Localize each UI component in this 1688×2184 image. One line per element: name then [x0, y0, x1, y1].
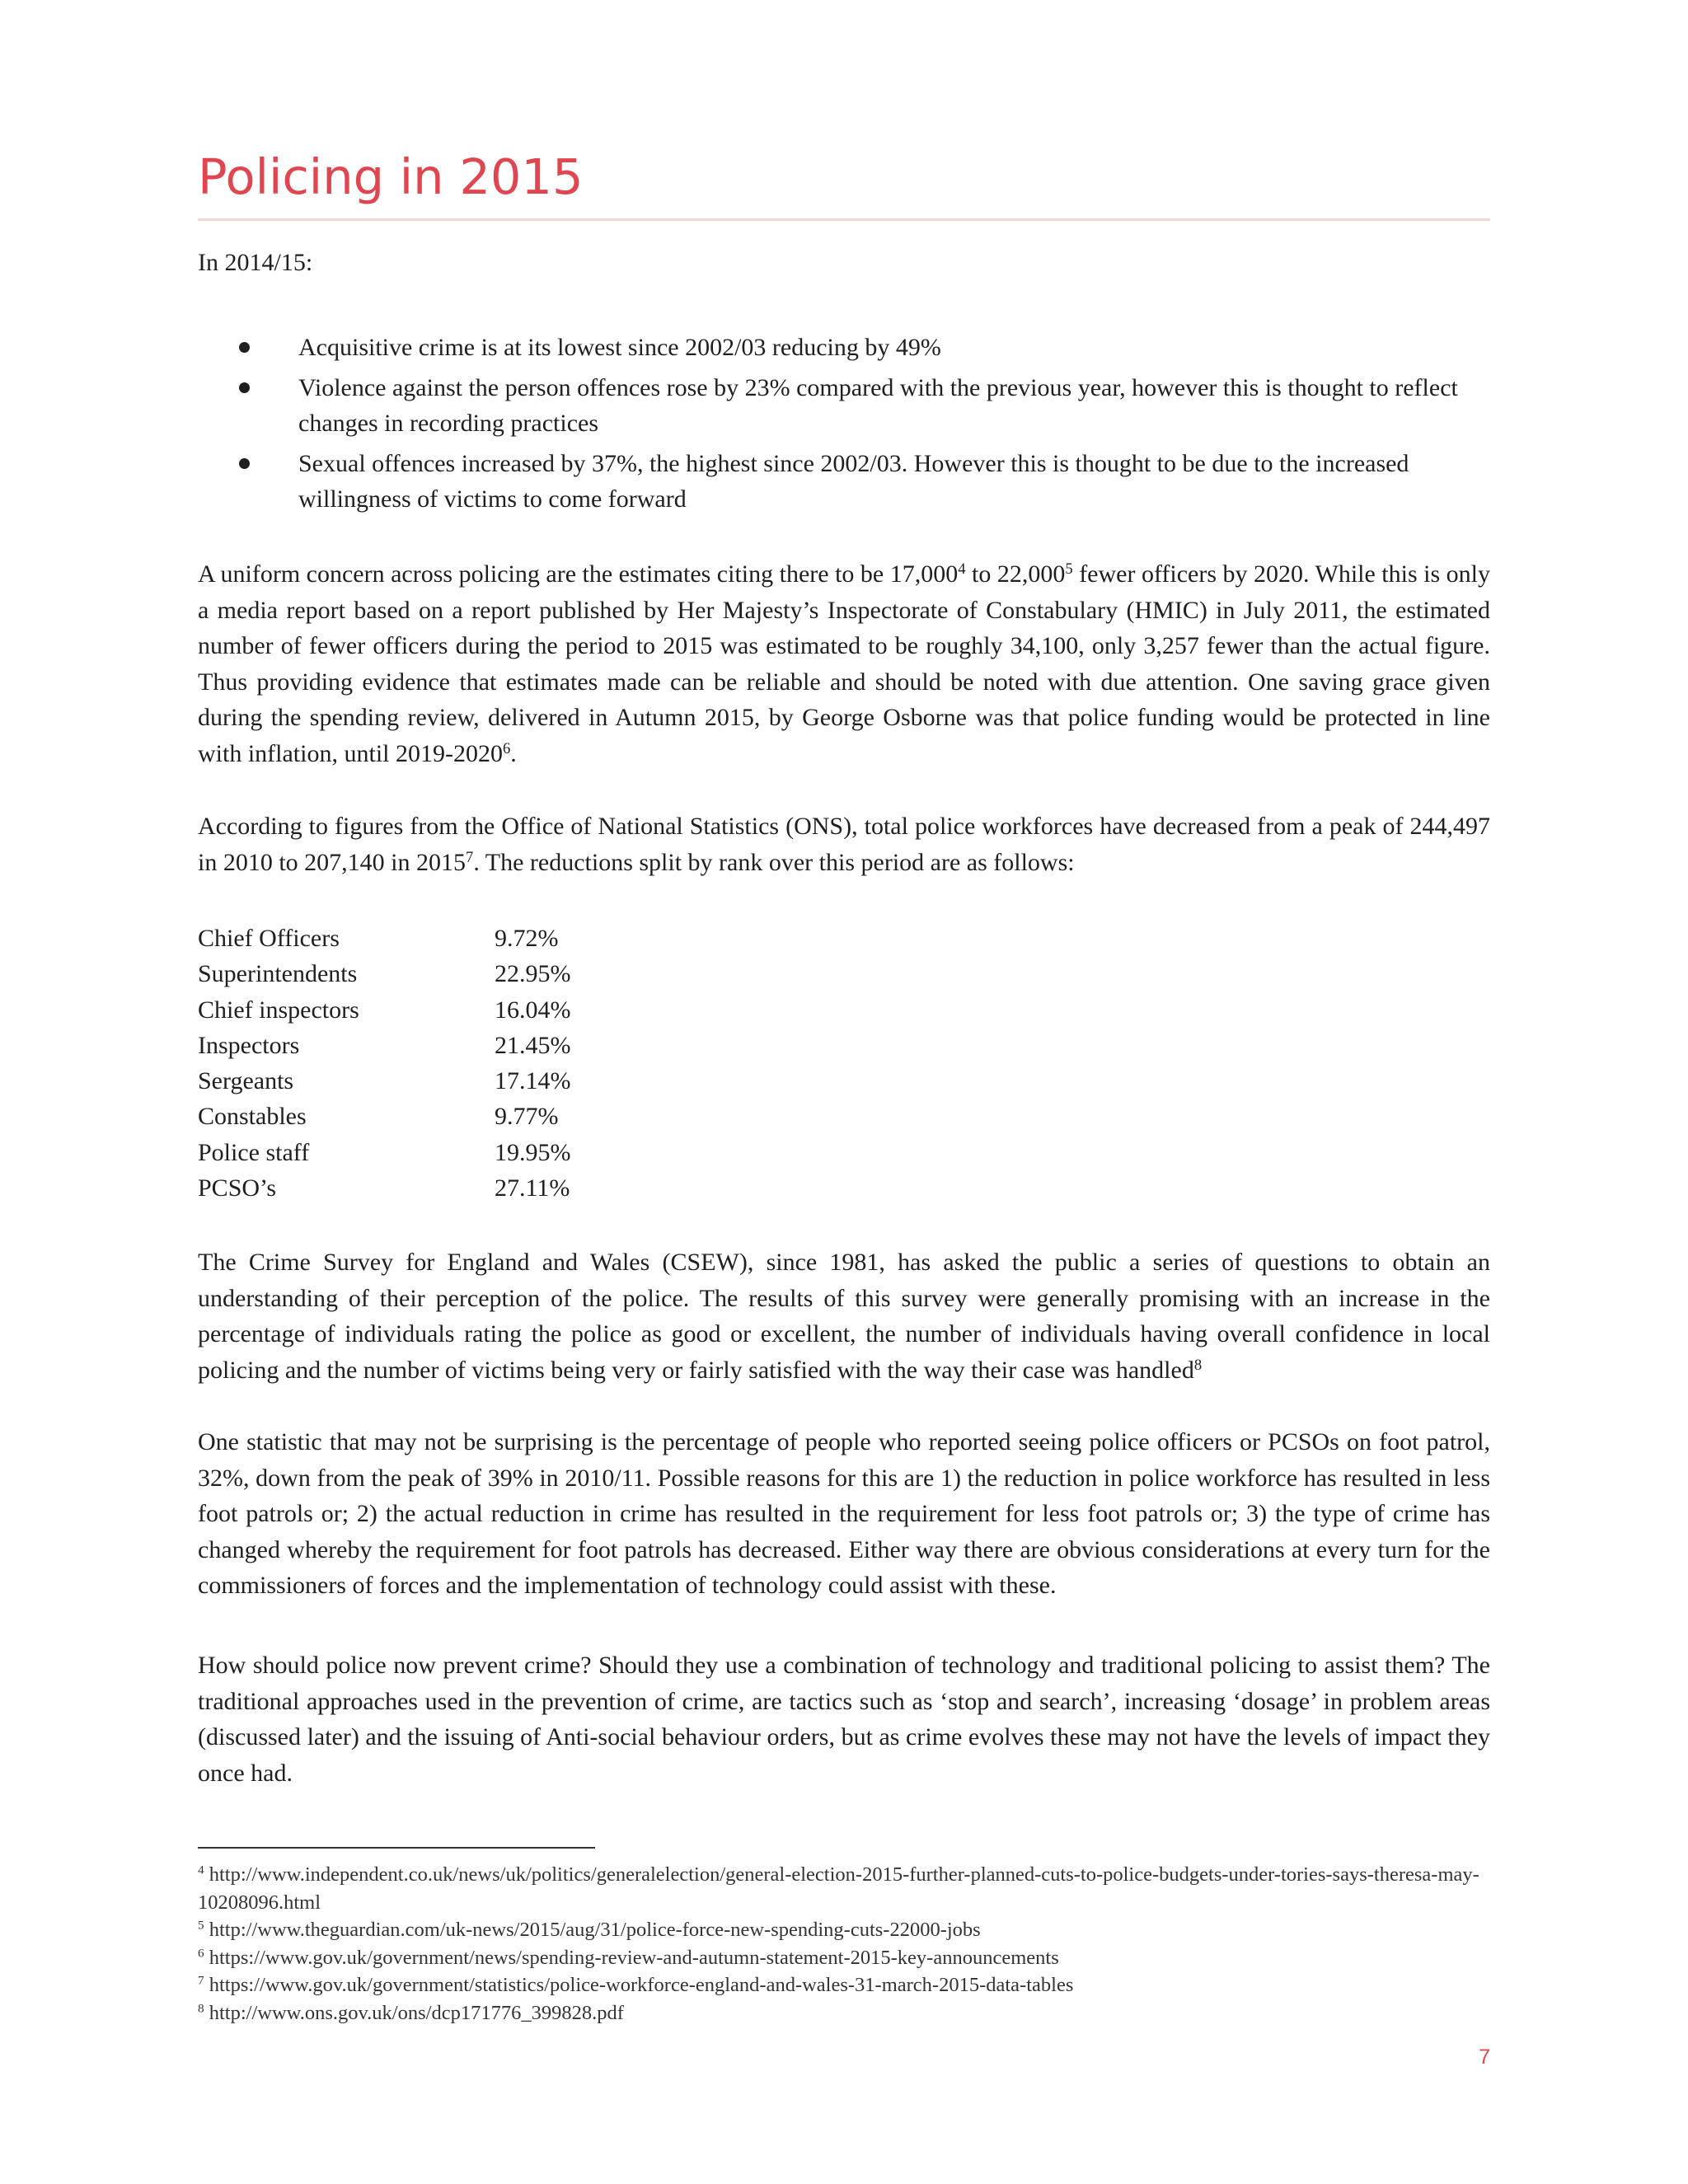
rank-name: Chief inspectors [198, 996, 359, 1024]
heading-divider [198, 218, 1490, 221]
rank-reduction-value: 17.14% [495, 1067, 571, 1095]
footnotes [198, 1861, 1490, 2027]
footnote-number: 6 [198, 1946, 204, 1961]
page-number: 7 [1479, 2046, 1490, 2069]
table-row [198, 1099, 571, 1134]
bullet-icon [239, 382, 250, 393]
footnote-link[interactable]: http://www.ons.gov.uk/ons/dcp171776_399828.pdf [204, 2001, 624, 2024]
paragraph-text: . [510, 739, 517, 767]
paragraph-crime-survey [198, 1244, 1490, 1388]
footnote-ref-6[interactable]: 6 [502, 739, 511, 757]
bullet-icon [239, 342, 250, 353]
paragraph-text: . The reductions split by rank over this period are as follows: [473, 848, 1075, 876]
footnote-link[interactable]: http://www.independent.co.uk/news/uk/politics/generalelection/general-election-2015-further-planned-cuts-to-police-budgets-under-tories-says-theresa-may-10208096.html [198, 1863, 1479, 1914]
bullet-text: Sexual offences increased by 37%, the highest since 2002/03. However this is thought to be due to the increased willingness of victims to come forward [298, 449, 1409, 513]
bullet-item [198, 370, 1490, 442]
statistics-bullet-list [198, 330, 1490, 522]
footnote-number: 4 [198, 1863, 204, 1877]
rank-reductions-table [198, 921, 571, 1206]
table-row [198, 992, 571, 1028]
bullet-item [198, 330, 1490, 366]
bullet-text: Violence against the person offences rose by 23% compared with the previous year, however this is thought to reflect changes in recording practices [298, 373, 1458, 437]
paragraph-text: to 22,000 [965, 560, 1066, 588]
bullet-item [198, 446, 1490, 518]
paragraph-officer-estimates [198, 556, 1490, 771]
rank-name: Chief Officers [198, 925, 340, 952]
rank-name: Constables [198, 1103, 307, 1131]
rank-name: Superintendents [198, 960, 358, 988]
rank-reduction-value: 9.77% [495, 1103, 559, 1131]
table-row [198, 1135, 571, 1170]
page-heading: Policing in 2015 [198, 148, 584, 205]
footnote-number: 5 [198, 1918, 204, 1933]
table-row [198, 1063, 571, 1099]
footnote-ref-8[interactable]: 8 [1193, 1356, 1203, 1374]
footnote-ref-5[interactable]: 5 [1065, 560, 1073, 578]
footnote-number: 7 [198, 1973, 204, 1988]
rank-reduction-value: 19.95% [495, 1138, 571, 1166]
footnote-number: 8 [198, 2001, 204, 2016]
rank-reduction-value: 21.45% [495, 1031, 571, 1059]
bullet-icon [239, 458, 250, 469]
footnote-item [198, 1999, 1490, 2027]
intro-text: In 2014/15: [198, 249, 313, 276]
footnote-link[interactable]: https://www.gov.uk/government/news/spending-review-and-autumn-statement-2015-key-announcements [204, 1946, 1059, 1969]
rank-name: Inspectors [198, 1031, 300, 1059]
rank-reduction-value: 9.72% [495, 925, 559, 952]
rank-name: Sergeants [198, 1067, 294, 1095]
footnote-item [198, 1916, 1490, 1944]
rank-reduction-value: 27.11% [495, 1174, 570, 1202]
footnote-link[interactable]: http://www.theguardian.com/uk-news/2015/aug/31/police-force-new-spending-cuts-22000-jobs [204, 1919, 981, 1941]
footnote-item [198, 1971, 1490, 1999]
footnote-link[interactable]: https://www.gov.uk/government/statistics/police-workforce-england-and-wales-31-march-2015-data-tables [204, 1974, 1074, 1996]
rank-reduction-value: 16.04% [495, 996, 571, 1024]
paragraph-foot-patrol: One statistic that may not be surprising is the percentage of people who reported seeing police officers or PCSOs on foot patrol, 32%, down from the peak of 39% in 2010/11. Possible reasons for this are 1) the reduction in police workforce has resulted in less foot patrols or; 2) the actual reduction in crime has resulted in the requirement for less foot patrols or; 3) the type of crime has changed whereby the requirement for foot patrols has decreased. Either way there are obvious considerations at every turn for the commissioners of forces and the implementation of technology could assist with these. [198, 1428, 1490, 1599]
rank-name: Police staff [198, 1138, 310, 1166]
table-row [198, 1028, 571, 1063]
bullet-text: Acquisitive crime is at its lowest since 2002/03 reducing by 49% [298, 334, 941, 361]
rank-reduction-value: 22.95% [495, 960, 571, 988]
footnote-item [198, 1861, 1490, 1916]
footnote-divider [198, 1847, 595, 1849]
paragraph-prevent-crime: How should police now prevent crime? Should they use a combination of technology and traditional policing to assist them? The traditional approaches used in the prevention of crime, are tactics such as ‘stop and search’, increasing ‘dosage’ in problem areas (discussed later) and the issuing of Anti-social behaviour orders, but as crime evolves these may not have the levels of impact they once had. [198, 1652, 1490, 1787]
footnote-ref-4[interactable]: 4 [958, 560, 966, 578]
paragraph-text: A uniform concern across policing are the estimates citing there to be 17,000 [198, 560, 959, 588]
rank-name: PCSO’s [198, 1174, 277, 1202]
table-row [198, 921, 571, 956]
footnote-item [198, 1944, 1490, 1972]
table-row [198, 956, 571, 991]
footnote-ref-7[interactable]: 7 [466, 848, 474, 866]
table-row [198, 1170, 571, 1206]
paragraph-ons-figures [198, 808, 1490, 880]
paragraph-text: According to figures from the Office of National Statistics (ONS), total police workforces have decreased from a peak of 244,497 in 2010 to 207,140 in 2015 [198, 813, 1490, 876]
paragraph-text: fewer officers by 2020. While this is only a media report based on a report published by Her Majesty’s Inspectorate of Constabulary (HMIC) in July 2011, the estimated number of fewer officers during the period to 2015 was estimated to be roughly 34,100, only 3,257 fewer than the actual figure. Thus providing evidence that estimates made can be reliable and should be noted with due attention. One saving grace given during the spending review, delivered in Autumn 2015, by George Osborne was that police funding would be protected in line with inflation, until 2019-2020 [198, 560, 1490, 767]
paragraph-text: The Crime Survey for England and Wales (CSEW), since 1981, has asked the public a series of questions to obtain an understanding of their perception of the police. The results of this survey were generally promising with an increase in the percentage of individuals rating the police as good or excellent, the number of individuals having overall confidence in local policing and the number of victims being very or fairly satisfied with the way their case was handled [198, 1249, 1490, 1384]
